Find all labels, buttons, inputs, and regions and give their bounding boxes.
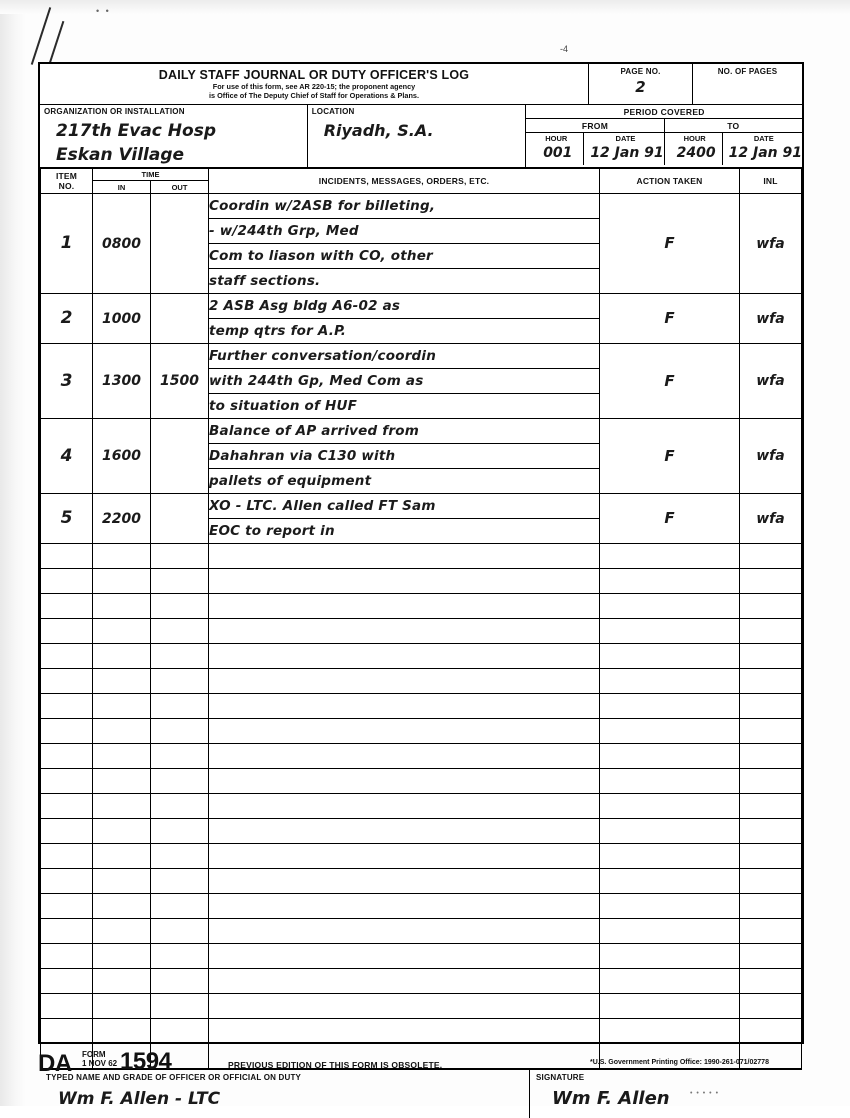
entry-incident-line-text: XO - LTC. Allen called FT Sam xyxy=(209,497,436,514)
period-from-label: FROM xyxy=(581,120,609,131)
blank-incident xyxy=(209,743,600,768)
to-hour-value: 2400 xyxy=(676,144,716,161)
entry-incident-line xyxy=(209,393,600,418)
blank-incident xyxy=(209,618,600,643)
blank-action-taken xyxy=(600,918,740,943)
form-subtitle-line2: is Office of The Deputy Chief of Staff for Operations & Plans. xyxy=(208,91,419,101)
scan-edge-left xyxy=(0,0,26,1106)
blank-incident xyxy=(209,968,600,993)
entry-incident-line-text: Com to liason with CO, other xyxy=(209,247,433,264)
col-incidents xyxy=(209,168,600,193)
entry-incident-line-text: EOC to report in xyxy=(209,522,335,539)
to-hour-label: HOUR xyxy=(683,133,706,143)
blank-time-out xyxy=(151,868,209,893)
entry-time-in-1-text: 0800 xyxy=(102,235,141,252)
table-row-blank xyxy=(41,568,802,593)
col-item-no-line1: ITEM xyxy=(55,170,78,181)
entry-time-out-3-text: 1500 xyxy=(160,373,199,390)
blank-time-in xyxy=(93,668,151,693)
period-from-block xyxy=(526,119,664,165)
blank-time-out xyxy=(151,693,209,718)
scan-artifact-top-right: -4 xyxy=(560,44,569,54)
entry-inl-2 xyxy=(740,293,802,343)
location-label: LOCATION xyxy=(311,106,355,116)
entry-item-no-5 xyxy=(41,493,93,543)
entry-action-taken-4-text: F xyxy=(664,446,675,465)
blank-action-taken xyxy=(600,568,740,593)
blank-time-in xyxy=(93,543,151,568)
entry-time-in-4-text: 1600 xyxy=(102,448,141,465)
table-row-blank xyxy=(41,668,802,693)
period-covered-label: PERIOD COVERED xyxy=(623,106,705,117)
entry-inl-5-text: wfa xyxy=(756,510,785,527)
table-row xyxy=(41,493,802,518)
period-covered-cell xyxy=(526,105,802,167)
blank-incident xyxy=(209,818,600,843)
blank-time-in xyxy=(93,618,151,643)
blank-item-no xyxy=(41,1018,93,1043)
gpo-note: *U.S. Government Printing Office: 1990-261-071/02778 xyxy=(590,1059,769,1066)
blank-time-in xyxy=(93,793,151,818)
entry-incident-line-text: staff sections. xyxy=(209,272,321,289)
signature-label: SIGNATURE xyxy=(536,1072,585,1082)
da-label: DA xyxy=(38,1050,72,1077)
entry-action-taken-2-text: F xyxy=(664,309,675,328)
scan-streak-mark xyxy=(31,7,51,65)
table-row-blank xyxy=(41,618,802,643)
entry-action-taken-4 xyxy=(600,418,740,493)
col-time-in-label: IN xyxy=(117,182,126,192)
table-row-blank xyxy=(41,718,802,743)
entry-inl-2-text: wfa xyxy=(756,310,785,327)
entry-inl-4 xyxy=(740,418,802,493)
blank-time-out xyxy=(151,843,209,868)
blank-time-in xyxy=(93,643,151,668)
blank-action-taken xyxy=(600,1018,740,1043)
blank-inl xyxy=(740,843,802,868)
form-identification-strip xyxy=(38,1048,828,1076)
blank-time-in xyxy=(93,593,151,618)
entry-incident-line xyxy=(209,493,600,518)
blank-time-out xyxy=(151,718,209,743)
entry-time-in-2 xyxy=(93,293,151,343)
form-title-block xyxy=(40,64,588,104)
entry-inl-3-text: wfa xyxy=(756,373,785,390)
period-to-label: TO xyxy=(727,120,740,131)
entry-incident-line-text: to situation of HUF xyxy=(209,397,358,414)
blank-action-taken xyxy=(600,868,740,893)
blank-time-out xyxy=(151,943,209,968)
organization-value-line1: 217th Evac Hosp xyxy=(56,120,216,141)
table-row-blank xyxy=(41,643,802,668)
blank-inl xyxy=(740,968,802,993)
col-incidents-label: INCIDENTS, MESSAGES, ORDERS, ETC. xyxy=(318,175,490,186)
entry-item-no-3 xyxy=(41,343,93,418)
signature-value: Wm F. Allen xyxy=(552,1087,670,1109)
col-action-taken xyxy=(600,168,740,193)
table-row xyxy=(41,293,802,318)
blank-action-taken xyxy=(600,768,740,793)
form-label xyxy=(82,1050,117,1068)
blank-item-no xyxy=(41,893,93,918)
entry-incident-line-text: Further conversation/coordin xyxy=(209,347,437,364)
blank-time-out xyxy=(151,593,209,618)
blank-inl xyxy=(740,993,802,1018)
entry-time-in-4 xyxy=(93,418,151,493)
col-inl xyxy=(740,168,802,193)
blank-item-no xyxy=(41,968,93,993)
entry-action-taken-2 xyxy=(600,293,740,343)
blank-incident xyxy=(209,643,600,668)
blank-time-out xyxy=(151,968,209,993)
blank-incident xyxy=(209,693,600,718)
blank-action-taken xyxy=(600,543,740,568)
col-time xyxy=(93,168,209,181)
entry-time-in-5 xyxy=(93,493,151,543)
entry-inl-4-text: wfa xyxy=(756,448,785,465)
blank-incident xyxy=(209,868,600,893)
blank-item-no xyxy=(41,543,93,568)
blank-time-out xyxy=(151,818,209,843)
blank-time-out xyxy=(151,918,209,943)
entry-incident-line xyxy=(209,293,600,318)
col-time-label: TIME xyxy=(141,170,160,180)
blank-item-no xyxy=(41,818,93,843)
blank-incident xyxy=(209,843,600,868)
entry-incident-line-text: Coordin w/2ASB for billeting, xyxy=(209,197,436,214)
blank-item-no xyxy=(41,693,93,718)
blank-incident xyxy=(209,943,600,968)
table-row-blank xyxy=(41,893,802,918)
no-of-pages-value xyxy=(693,76,802,78)
blank-item-no xyxy=(41,668,93,693)
blank-time-in xyxy=(93,868,151,893)
typed-name-cell xyxy=(40,1070,530,1118)
scan-streak-mark-secondary xyxy=(48,21,65,67)
blank-inl xyxy=(740,818,802,843)
blank-time-in xyxy=(93,718,151,743)
entry-item-no-2 xyxy=(41,293,93,343)
entry-item-no-4-text: 4 xyxy=(60,445,73,466)
entry-incident-line-text: temp qtrs for A.P. xyxy=(209,322,347,339)
blank-action-taken xyxy=(600,668,740,693)
entry-incident-line xyxy=(209,518,600,543)
table-row-blank xyxy=(41,943,802,968)
blank-inl xyxy=(740,743,802,768)
blank-incident xyxy=(209,1018,600,1043)
entry-action-taken-1 xyxy=(600,193,740,293)
log-header-row xyxy=(41,168,802,181)
blank-inl xyxy=(740,1018,802,1043)
scan-artifact-top-left: • • xyxy=(96,6,111,16)
blank-incident xyxy=(209,568,600,593)
blank-action-taken xyxy=(600,843,740,868)
blank-action-taken xyxy=(600,643,740,668)
blank-time-out xyxy=(151,643,209,668)
page-no-value: 2 xyxy=(635,78,646,96)
blank-action-taken xyxy=(600,818,740,843)
col-action-taken-label: ACTION TAKEN xyxy=(636,175,703,186)
table-row xyxy=(41,343,802,368)
blank-time-in xyxy=(93,1018,151,1043)
from-date-cell xyxy=(584,133,663,165)
to-date-label: DATE xyxy=(753,133,774,143)
blank-item-no xyxy=(41,718,93,743)
table-row-blank xyxy=(41,918,802,943)
entry-incident-line xyxy=(209,268,600,293)
form-title: DAILY STAFF JOURNAL OR DUTY OFFICER'S LOG xyxy=(158,68,470,82)
entry-item-no-1-text: 1 xyxy=(60,233,73,254)
form-number: 1594 xyxy=(120,1048,172,1075)
form-subtitle-line1: For use of this form, see AR 220-15; the proponent agency xyxy=(212,82,416,91)
table-row-blank xyxy=(41,868,802,893)
blank-incident xyxy=(209,993,600,1018)
entry-incident-line xyxy=(209,193,600,218)
entry-incident-line-text: 2 ASB Asg bldg A6-02 as xyxy=(209,297,401,314)
blank-incident xyxy=(209,668,600,693)
blank-time-in xyxy=(93,918,151,943)
from-date-value: 12 Jan 91 xyxy=(590,144,664,161)
table-row-blank xyxy=(41,543,802,568)
blank-action-taken xyxy=(600,943,740,968)
entry-incident-line xyxy=(209,368,600,393)
table-row-blank xyxy=(41,993,802,1018)
blank-time-in xyxy=(93,743,151,768)
log-table xyxy=(40,168,802,1069)
blank-incident xyxy=(209,768,600,793)
entry-time-in-2-text: 1000 xyxy=(102,310,141,327)
blank-inl xyxy=(740,543,802,568)
blank-time-in xyxy=(93,768,151,793)
from-hour-cell xyxy=(526,133,584,165)
blank-time-out xyxy=(151,543,209,568)
entry-incident-line xyxy=(209,243,600,268)
entry-incident-line xyxy=(209,218,600,243)
blank-incident xyxy=(209,718,600,743)
entry-item-no-2-text: 2 xyxy=(60,308,73,329)
blank-item-no xyxy=(41,993,93,1018)
blank-action-taken xyxy=(600,993,740,1018)
organization-value-line2: Eskan Village xyxy=(56,144,185,165)
form-label-line1: FORM xyxy=(82,1050,106,1059)
entry-incident-line-text: pallets of equipment xyxy=(209,472,372,489)
blank-incident xyxy=(209,543,600,568)
blank-action-taken xyxy=(600,968,740,993)
entry-incident-line-text: with 244th Gp, Med Com as xyxy=(209,372,424,389)
blank-time-out xyxy=(151,993,209,1018)
no-of-pages-cell xyxy=(692,64,802,104)
blank-incident xyxy=(209,593,600,618)
blank-item-no xyxy=(41,843,93,868)
blank-item-no xyxy=(41,618,93,643)
blank-inl xyxy=(740,943,802,968)
entry-action-taken-5-text: F xyxy=(664,509,675,528)
from-hour-value: 001 xyxy=(543,144,573,161)
entry-incident-line xyxy=(209,443,600,468)
blank-inl xyxy=(740,793,802,818)
scan-edge-top xyxy=(0,0,850,14)
entry-inl-1 xyxy=(740,193,802,293)
blank-item-no xyxy=(41,943,93,968)
entry-action-taken-1-text: F xyxy=(664,234,675,253)
blank-time-out xyxy=(151,668,209,693)
col-time-in xyxy=(93,181,151,194)
location-cell xyxy=(308,105,527,167)
blank-time-in xyxy=(93,818,151,843)
entry-incident-line-text: Balance of AP arrived from xyxy=(209,422,419,439)
from-date-label: DATE xyxy=(615,133,636,143)
organization-label: ORGANIZATION OR INSTALLATION xyxy=(44,106,185,116)
form-label-line2: 1 NOV 62 xyxy=(82,1059,118,1068)
location-value: Riyadh, S.A. xyxy=(323,120,434,140)
blank-item-no xyxy=(41,793,93,818)
blank-item-no xyxy=(41,918,93,943)
entry-time-in-3-text: 1300 xyxy=(102,373,141,390)
form-footer-row xyxy=(40,1069,802,1118)
entry-time-out-4 xyxy=(151,418,209,493)
entry-time-out-1 xyxy=(151,193,209,293)
blank-inl xyxy=(740,918,802,943)
blank-action-taken xyxy=(600,718,740,743)
blank-inl xyxy=(740,893,802,918)
entry-item-no-4 xyxy=(41,418,93,493)
entry-time-out-5 xyxy=(151,493,209,543)
entry-item-no-1 xyxy=(41,193,93,293)
col-time-out-label: OUT xyxy=(171,182,188,192)
entry-inl-1-text: wfa xyxy=(756,235,785,252)
table-row-blank xyxy=(41,768,802,793)
col-time-out xyxy=(151,181,209,194)
blank-time-out xyxy=(151,1018,209,1043)
signature-cell xyxy=(530,1070,802,1118)
blank-time-in xyxy=(93,943,151,968)
blank-time-out xyxy=(151,568,209,593)
table-row-blank xyxy=(41,818,802,843)
blank-action-taken xyxy=(600,693,740,718)
blank-time-in xyxy=(93,693,151,718)
blank-inl xyxy=(740,718,802,743)
blank-action-taken xyxy=(600,793,740,818)
entry-incident-line-text: - w/244th Grp, Med xyxy=(209,222,359,239)
log-table-head xyxy=(41,168,802,193)
blank-incident xyxy=(209,793,600,818)
blank-time-in xyxy=(93,893,151,918)
table-row-blank xyxy=(41,793,802,818)
blank-action-taken xyxy=(600,618,740,643)
table-row-blank xyxy=(41,968,802,993)
org-location-period-row xyxy=(40,105,802,168)
organization-cell xyxy=(40,105,308,167)
blank-item-no xyxy=(41,593,93,618)
entry-incident-line xyxy=(209,343,600,368)
to-hour-cell xyxy=(665,133,723,165)
blank-inl xyxy=(740,643,802,668)
blank-action-taken xyxy=(600,893,740,918)
blank-incident xyxy=(209,918,600,943)
blank-action-taken xyxy=(600,743,740,768)
col-inl-label: INL xyxy=(763,175,778,186)
from-hour-label: HOUR xyxy=(545,133,568,143)
entry-incident-line xyxy=(209,418,600,443)
entry-incident-line xyxy=(209,468,600,493)
entry-inl-5 xyxy=(740,493,802,543)
page-no-label: PAGE NO. xyxy=(620,67,661,76)
blank-inl xyxy=(740,668,802,693)
entry-time-out-3 xyxy=(151,343,209,418)
entry-time-out-2 xyxy=(151,293,209,343)
no-of-pages-label: NO. OF PAGES xyxy=(717,67,778,76)
entry-time-in-3 xyxy=(93,343,151,418)
blank-item-no xyxy=(41,568,93,593)
scan-artifact-bottom-right: • • • • • xyxy=(690,1090,720,1097)
typed-name-value: Wm F. Allen - LTC xyxy=(58,1088,221,1109)
table-row-blank xyxy=(41,593,802,618)
blank-time-in xyxy=(93,968,151,993)
previous-edition-note: PREVIOUS EDITION OF THIS FORM IS OBSOLETE. xyxy=(228,1060,443,1070)
entry-item-no-5-text: 5 xyxy=(60,508,73,529)
table-row xyxy=(41,418,802,443)
col-item-no xyxy=(41,168,93,193)
table-row-blank xyxy=(41,693,802,718)
entry-item-no-3-text: 3 xyxy=(60,370,73,391)
entry-action-taken-5 xyxy=(600,493,740,543)
blank-time-in xyxy=(93,993,151,1018)
entry-incident-line-text: Dahahran via C130 with xyxy=(209,447,396,464)
log-table-body xyxy=(41,193,802,1068)
form-title-row xyxy=(40,64,802,105)
to-date-value: 12 Jan 91 xyxy=(728,144,802,161)
blank-action-taken xyxy=(600,593,740,618)
page-no-cell xyxy=(588,64,692,104)
blank-inl xyxy=(740,593,802,618)
entry-action-taken-3-text: F xyxy=(664,371,675,390)
blank-time-in xyxy=(93,843,151,868)
blank-time-out xyxy=(151,793,209,818)
table-row-blank xyxy=(41,843,802,868)
to-date-cell xyxy=(723,133,802,165)
blank-time-in xyxy=(93,568,151,593)
blank-inl xyxy=(740,568,802,593)
entry-time-in-5-text: 2200 xyxy=(102,510,141,527)
table-row-blank xyxy=(41,743,802,768)
col-item-no-line2: NO. xyxy=(58,180,75,191)
blank-time-out xyxy=(151,618,209,643)
blank-inl xyxy=(740,868,802,893)
entry-inl-3 xyxy=(740,343,802,418)
blank-time-out xyxy=(151,768,209,793)
entry-action-taken-3 xyxy=(600,343,740,418)
blank-inl xyxy=(740,618,802,643)
entry-incident-line xyxy=(209,318,600,343)
entry-time-in-1 xyxy=(93,193,151,293)
blank-inl xyxy=(740,693,802,718)
blank-time-out xyxy=(151,893,209,918)
blank-item-no xyxy=(41,868,93,893)
blank-item-no xyxy=(41,743,93,768)
typed-name-label: TYPED NAME AND GRADE OF OFFICER OR OFFICIAL ON DUTY xyxy=(46,1072,302,1082)
period-to-block xyxy=(665,119,802,165)
table-row xyxy=(41,193,802,218)
blank-item-no xyxy=(41,768,93,793)
blank-incident xyxy=(209,893,600,918)
blank-inl xyxy=(740,768,802,793)
blank-time-out xyxy=(151,743,209,768)
blank-item-no xyxy=(41,643,93,668)
table-row-blank xyxy=(41,1018,802,1043)
